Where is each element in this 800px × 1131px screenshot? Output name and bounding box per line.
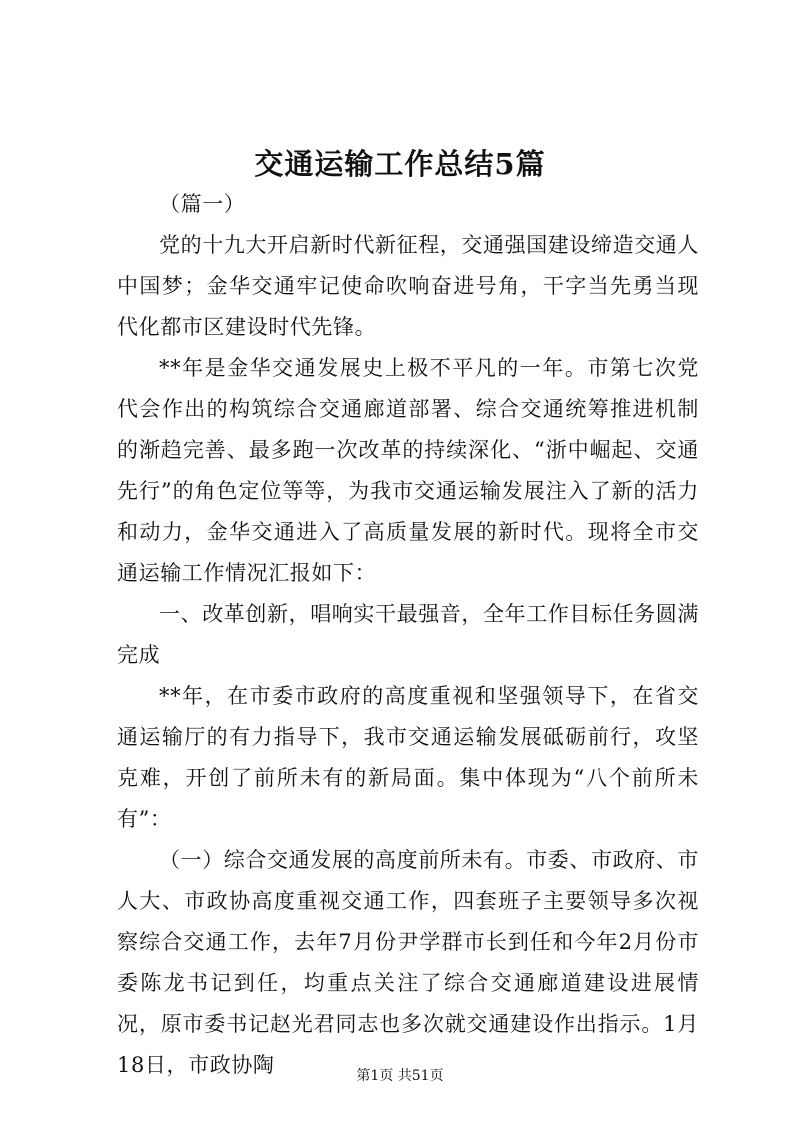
document-title: 交通运输工作总结5篇 <box>254 147 546 181</box>
paragraph: **年，在市委市政府的高度重视和坚强领导下，在省交通运输厅的有力指导下，我市交通运输发展砥砺前行，攻坚克难，开创了前所未有的新局面。集中体现为“八个前所未有”： <box>117 684 699 831</box>
paragraph: 党的十九大开启新时代新征程，交通强国建设缔造交通人中国梦；金华交通牢记使命吹响奋进号角，干字当先勇当现代化都市区建设时代先锋。 <box>117 233 699 339</box>
paragraph: **年是金华交通发展史上极不平凡的一年。市第七次党代会作出的构筑综合交通廊道部署、综合交通统筹推进机制的渐趋完善、最多跑一次改革的持续深化、“浙中崛起、交通先行”的角色定位等等，为我市交通运输发展注入了新的活力和动力，金华交通进入了高质量发展的新时代。现将全市交通运输工作情况汇报如下： <box>117 356 699 585</box>
section-heading: 一、改革创新，唱响实干最强音，全年工作目标任务圆满完成 <box>117 602 699 667</box>
paragraph: （一）综合交通发展的高度前所未有。市委、市政府、市人大、市政协高度重视交通工作，四套班子主要领导多次视察综合交通工作，去年7月份尹学群市长到任和今年2月份市委陈龙书记到任，均重点关注了综合交通廊道建设进展情况，原市委书记赵光君同志也多次就交通建设作出指示。1月18日，市政协陶 <box>117 848 699 1077</box>
document-body <box>117 184 699 1086</box>
section-label: （篇一） <box>159 192 246 216</box>
page-footer: 第1页 共51页 <box>356 1068 444 1084</box>
